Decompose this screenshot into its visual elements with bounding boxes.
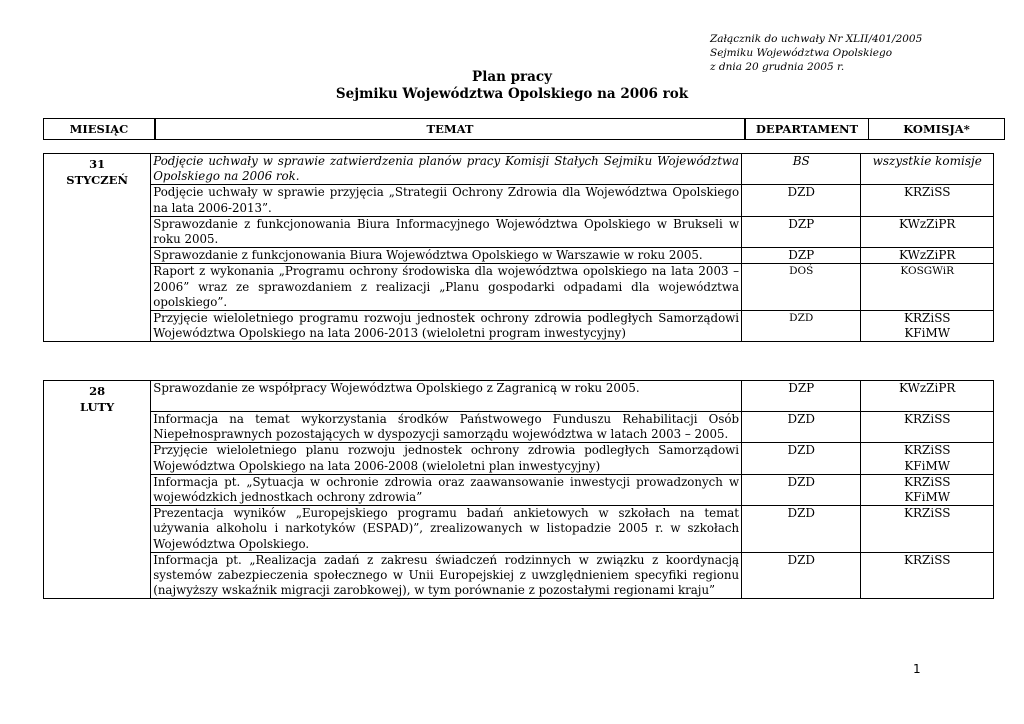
committee-cell: KRZiSS [861,552,994,599]
topic-cell: Sprawozdanie z funkcjonowania Biura Informacyjnego Województwa Opolskiego w Brukseli w roku 2005. [151,216,742,247]
topic-cell: Podjęcie uchwały w sprawie zatwierdzenia planów pracy Komisji Stałych Sejmiku Województwa Opolskiego na 2006 rok. [151,154,742,185]
topic-cell: Sprawozdanie z funkcjonowania Biura Województwa Opolskiego w Warszawie w roku 2005. [151,248,742,264]
committee-line-2: KFiMW [904,458,951,473]
department-cell: DZD [742,412,861,443]
table-row [44,264,994,311]
department-cell: DZP [742,248,861,264]
table-row [44,185,994,216]
table-row [44,412,994,443]
department-cell: DOŚ [742,264,861,311]
annex-line-2: Sejmiku Województwa Opolskiego [710,47,893,59]
committee-cell: KRZiSS [861,506,994,553]
topic-cell: Podjęcie uchwały w sprawie przyjęcia „Strategii Ochrony Zdrowia dla Województwa Opolskiego na lata 2006-2013”. [151,185,742,216]
committee-line-1: KRZiSS [904,443,951,458]
month-day: 28 [89,384,106,398]
department-cell: DZP [742,216,861,247]
table-row [44,552,994,599]
committee-cell: KWzZiPR [861,216,994,247]
header-department: DEPARTAMENT [745,119,869,140]
month-cell [44,154,151,342]
annex-line-3: z dnia 20 grudnia 2005 r. [710,61,845,73]
february-table [43,380,994,599]
topic-cell: Sprawozdanie ze współpracy Województwa Opolskiego z Zagranicą w roku 2005. [151,381,742,412]
topic-cell: Informacja na temat wykorzystania środków Państwowego Funduszu Rehabilitacji Osób Niepełnosprawnych pozostających w dyspozycji samorządu województwa w latach 2003 – 2005. [151,412,742,443]
month-day: 31 [89,157,106,171]
header-topic: TEMAT [155,119,745,140]
committee-cell [861,474,994,505]
department-cell: DZD [742,552,861,599]
table-row [44,474,994,505]
topic-cell: Prezentacja wyników „Europejskiego programu badań ankietowych w szkołach na temat używania alkoholu i narkotyków (ESPAD)”, zrealizowanych w listopadzie 2005 r. w szkołach Województwa Opolskiego. [151,506,742,553]
table-row [44,154,994,185]
topic-cell: Raport z wykonania „Programu ochrony środowiska dla województwa opolskiego na lata 2003 – 2006” wraz ze sprawozdaniem z realizacji „Planu gospodarki odpadami dla województwa opolskiego”. [151,264,742,311]
header-committee: KOMISJA* [869,119,1005,140]
committee-cell: KWzZiPR [861,248,994,264]
committee-cell: KRZiSS [861,412,994,443]
department-cell: DZD [742,311,861,342]
department-cell: DZD [742,443,861,474]
month-name: STYCZEŃ [66,173,128,187]
committee-line-2: KFiMW [904,490,951,505]
committee-cell: wszystkie komisje [861,154,994,185]
header-row [44,119,1005,140]
title-line-1: Plan pracy [472,69,552,85]
topic-cell: Informacja pt. „Realizacja zadań z zakresu świadczeń rodzinnych w związku z koordynacją systemów zabezpieczenia społecznego w Unii Europejskiej z uwzględnieniem specyfiki regionu (najwyższy wskaźnik migracji zarobkowej), w tym porównanie z pozostałymi regionami kraju” [151,552,742,599]
month-cell [44,381,151,599]
committee-cell [861,443,994,474]
page-number: 1 [913,662,921,676]
annex-line-1: Załącznik do uchwały Nr XLII/401/2005 [710,33,923,45]
table-row [44,443,994,474]
committee-cell: KOSGWiR [861,264,994,311]
header-month: MIESIĄC [44,119,156,140]
committee-cell: KRZiSS [861,185,994,216]
department-cell: DZP [742,381,861,412]
table-row [44,216,994,247]
january-table [43,153,994,342]
topic-cell: Przyjęcie wieloletniego planu rozwoju jednostek ochrony zdrowia podległych Samorządowi Województwa Opolskiego na lata 2006-2008 (wieloletni plan inwestycyjny) [151,443,742,474]
committee-line-1: KRZiSS [904,474,951,489]
document-title [0,69,1024,103]
topic-cell: Przyjęcie wieloletniego programu rozwoju jednostek ochrony zdrowia podległych Samorządowi Województwa Opolskiego na lata 2006-2013 (wieloletni program inwestycyjny) [151,311,742,342]
committee-cell [861,311,994,342]
title-line-2: Sejmiku Województwa Opolskiego na 2006 rok [335,86,689,102]
annex-note [710,32,1000,74]
header-table [43,118,1005,140]
department-cell: DZD [742,185,861,216]
department-cell: DZD [742,506,861,553]
committee-cell: KWzZiPR [861,381,994,412]
table-row [44,311,994,342]
table-row [44,381,994,412]
topic-cell: Informacja pt. „Sytuacja w ochronie zdrowia oraz zaawansowanie inwestycji prowadzonych w wojewódzkich jednostkach ochrony zdrowia” [151,474,742,505]
month-name: LUTY [79,400,115,414]
committee-line-1: KRZiSS [904,311,951,326]
table-row [44,248,994,264]
committee-line-2: KFiMW [904,326,951,341]
department-cell: BS [742,154,861,185]
table-row [44,506,994,553]
department-cell: DZD [742,474,861,505]
